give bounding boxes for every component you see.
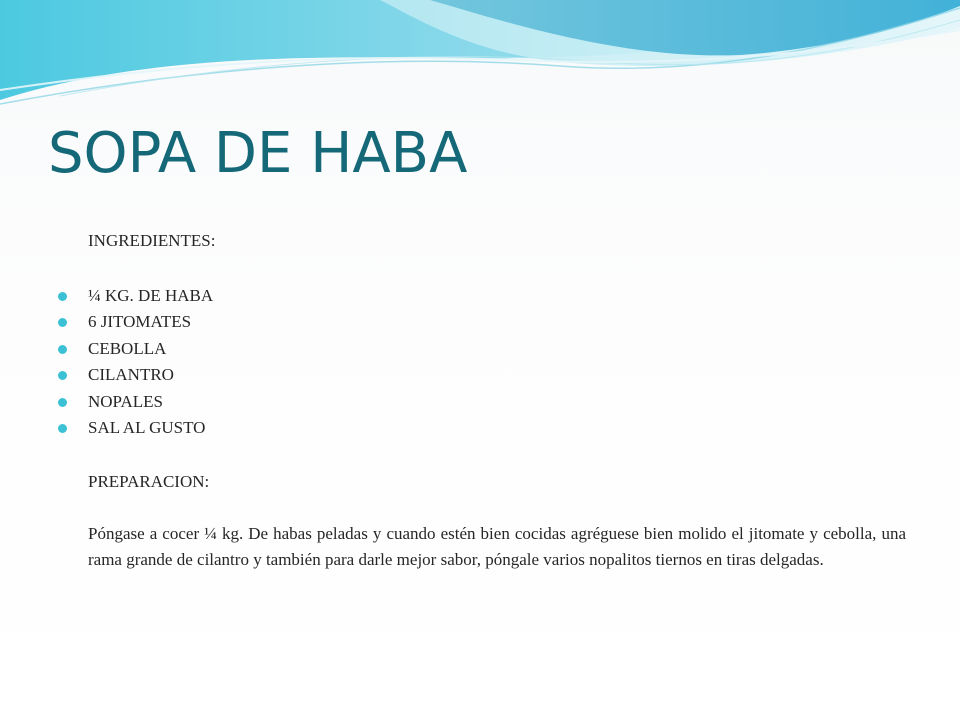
ingredient-text: NOPALES [88, 391, 163, 411]
ingredient-text: 6 JITOMATES [88, 312, 192, 331]
list-item [88, 283, 906, 310]
bullet-icon [58, 398, 67, 407]
ingredient-text: CILANTRO [88, 365, 174, 384]
list-item [88, 309, 906, 336]
bullet-icon [58, 371, 67, 380]
list-item [88, 389, 906, 416]
ingredient-text: SAL AL GUSTO [88, 418, 206, 437]
bullet-icon [58, 292, 67, 301]
bullet-icon [58, 345, 67, 354]
wave-header-decoration [0, 0, 960, 120]
ingredient-text: ¼ KG. DE HABA [88, 285, 214, 305]
slide-title: SOPA DE HABA [48, 121, 468, 186]
bullet-icon [58, 318, 67, 327]
slide-content [88, 228, 906, 573]
list-item [88, 415, 906, 442]
ingredients-heading: INGREDIENTES: [88, 231, 216, 250]
preparation-text: Póngase a cocer ¼ kg. De habas peladas y cuando estén bien cocidas agréguese bien molido el jitomate y cebolla, una rama grande de cilantro y también para darle mejor sabor, póngale varios nopalitos tiernos en tiras delgadas. [88, 524, 906, 569]
preparation-heading: PREPARACION: [88, 471, 210, 491]
list-item [88, 336, 906, 363]
ingredients-list [88, 283, 906, 442]
list-item [88, 362, 906, 389]
bullet-icon [58, 424, 67, 433]
ingredient-text: CEBOLLA [88, 338, 167, 358]
